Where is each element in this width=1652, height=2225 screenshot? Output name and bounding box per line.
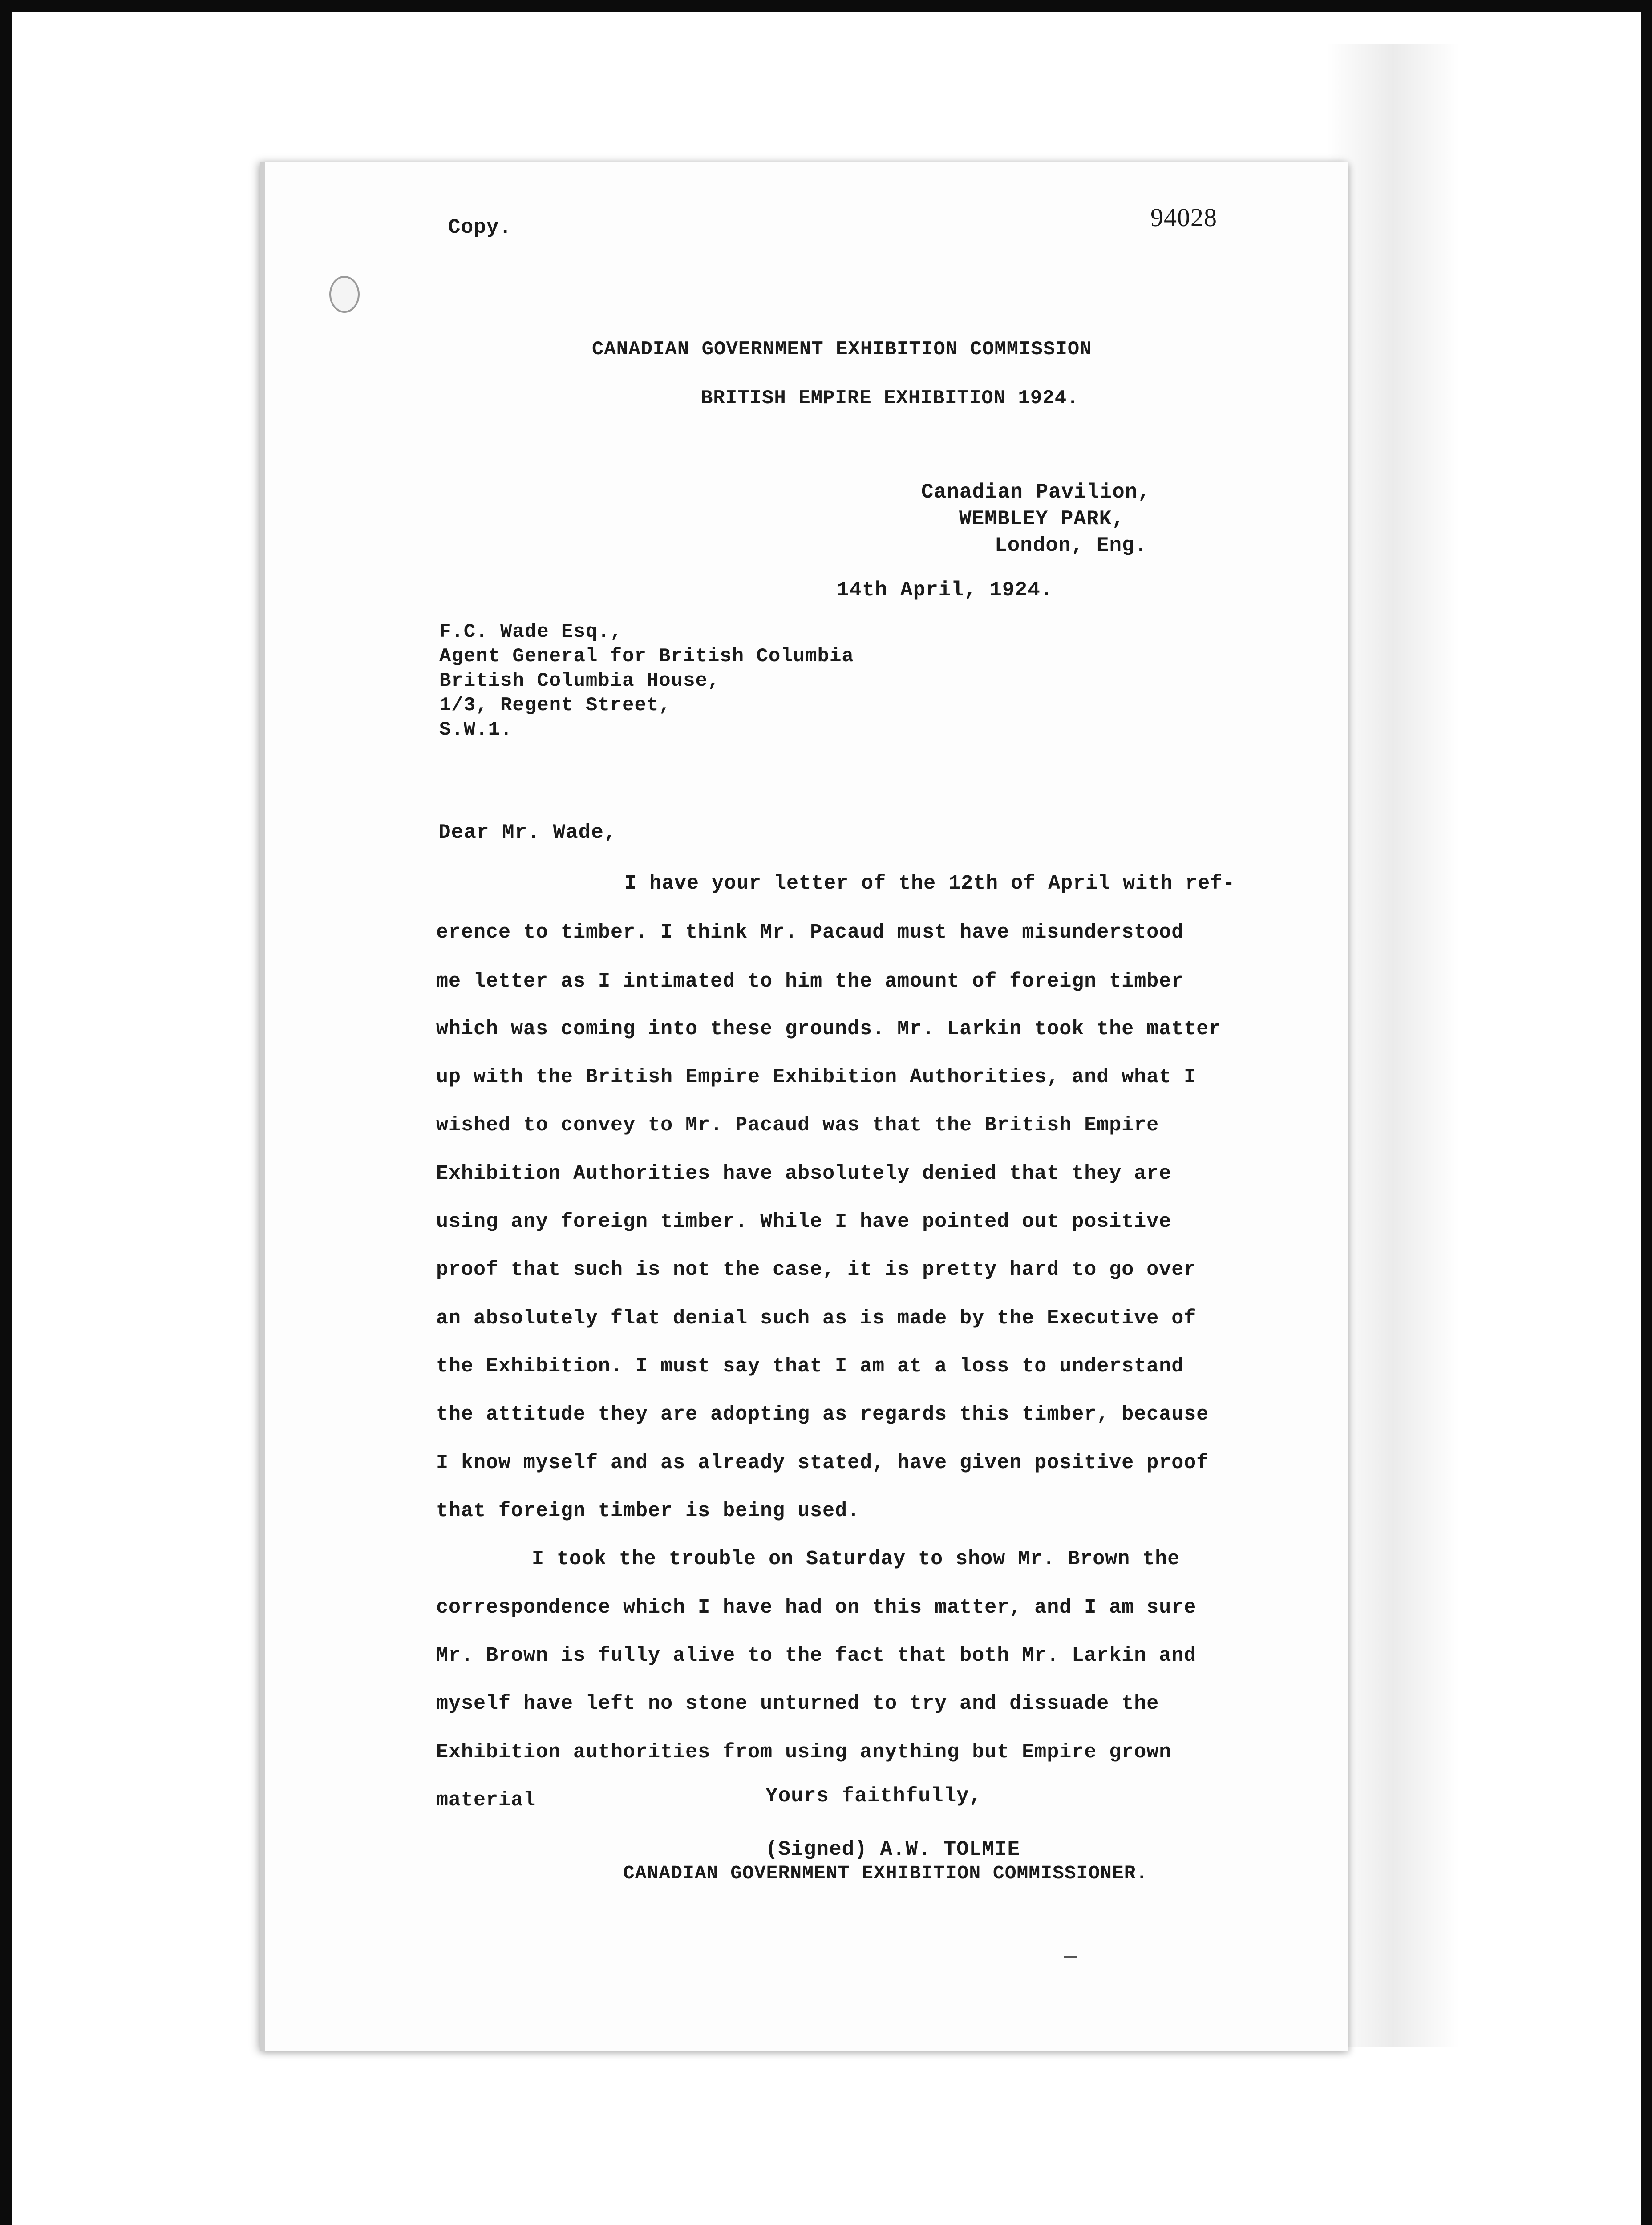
film-border-left: [0, 0, 12, 2225]
sender-address-line: WEMBLEY PARK,: [959, 507, 1125, 530]
body-line: I have your letter of the 12th of April with ref-: [624, 872, 1235, 895]
body-line: correspondence which I have had on this matter, and I am sure: [436, 1596, 1197, 1619]
body-line: wished to convey to Mr. Pacaud was that the British Empire: [436, 1114, 1159, 1137]
body-line: Mr. Brown is fully alive to the fact that both Mr. Larkin and: [436, 1644, 1197, 1667]
body-line: I know myself and as already stated, have given positive proof: [436, 1452, 1209, 1474]
body-line: using any foreign timber. While I have pointed out positive: [436, 1210, 1172, 1233]
body-line: erence to timber. I think Mr. Pacaud must have misunderstood: [436, 921, 1184, 944]
recipient-line: Agent General for British Columbia: [439, 645, 854, 668]
body-line: the Exhibition. I must say that I am at a loss to understand: [436, 1355, 1184, 1378]
body-line: me letter as I intimated to him the amount of foreign timber: [436, 970, 1184, 993]
body-line: Exhibition authorities from using anything but Empire grown: [436, 1741, 1172, 1764]
body-line: proof that such is not the case, it is pretty hard to go over: [436, 1258, 1197, 1281]
signature-title: CANADIAN GOVERNMENT EXHIBITION COMMISSIONER.: [623, 1862, 1148, 1884]
recipient-line: F.C. Wade Esq.,: [439, 621, 623, 643]
body-line: Exhibition Authorities have absolutely denied that they are: [436, 1162, 1172, 1185]
body-line: which was coming into these grounds. Mr. Larkin took the matter: [436, 1018, 1222, 1040]
sender-address-line: Canadian Pavilion,: [921, 481, 1150, 504]
punch-hole: [329, 276, 360, 313]
ink-mark: [1064, 1956, 1077, 1958]
letterhead-line-2: BRITISH EMPIRE EXHIBITION 1924.: [701, 387, 1079, 409]
letterhead-line-1: CANADIAN GOVERNMENT EXHIBITION COMMISSION: [592, 338, 1092, 360]
closing: Yours faithfully,: [765, 1784, 982, 1808]
film-border-top: [0, 0, 1652, 12]
copy-label: Copy.: [448, 216, 512, 239]
body-line: material: [436, 1789, 536, 1812]
recipient-line: British Columbia House,: [439, 670, 720, 692]
signature-line: (Signed) A.W. TOLMIE: [765, 1838, 1020, 1861]
recipient-line: S.W.1.: [439, 719, 513, 741]
body-line: myself have left no stone unturned to try and dissuade the: [436, 1692, 1159, 1715]
body-line: an absolutely flat denial such as is made by the Executive of: [436, 1307, 1197, 1330]
document-number: 94028: [1150, 203, 1217, 232]
recipient-line: 1/3, Regent Street,: [439, 694, 671, 716]
film-border-right: [1641, 0, 1652, 2225]
letter-page: [260, 162, 1348, 2051]
letter-date: 14th April, 1924.: [837, 578, 1053, 602]
sender-address-line: London, Eng.: [995, 534, 1148, 557]
body-line: the attitude they are adopting as regards this timber, because: [436, 1403, 1209, 1426]
body-line: I took the trouble on Saturday to show Mr. Brown the: [532, 1548, 1180, 1570]
salutation: Dear Mr. Wade,: [438, 821, 617, 844]
body-line: up with the British Empire Exhibition Authorities, and what I: [436, 1066, 1197, 1088]
body-line: that foreign timber is being used.: [436, 1500, 860, 1522]
